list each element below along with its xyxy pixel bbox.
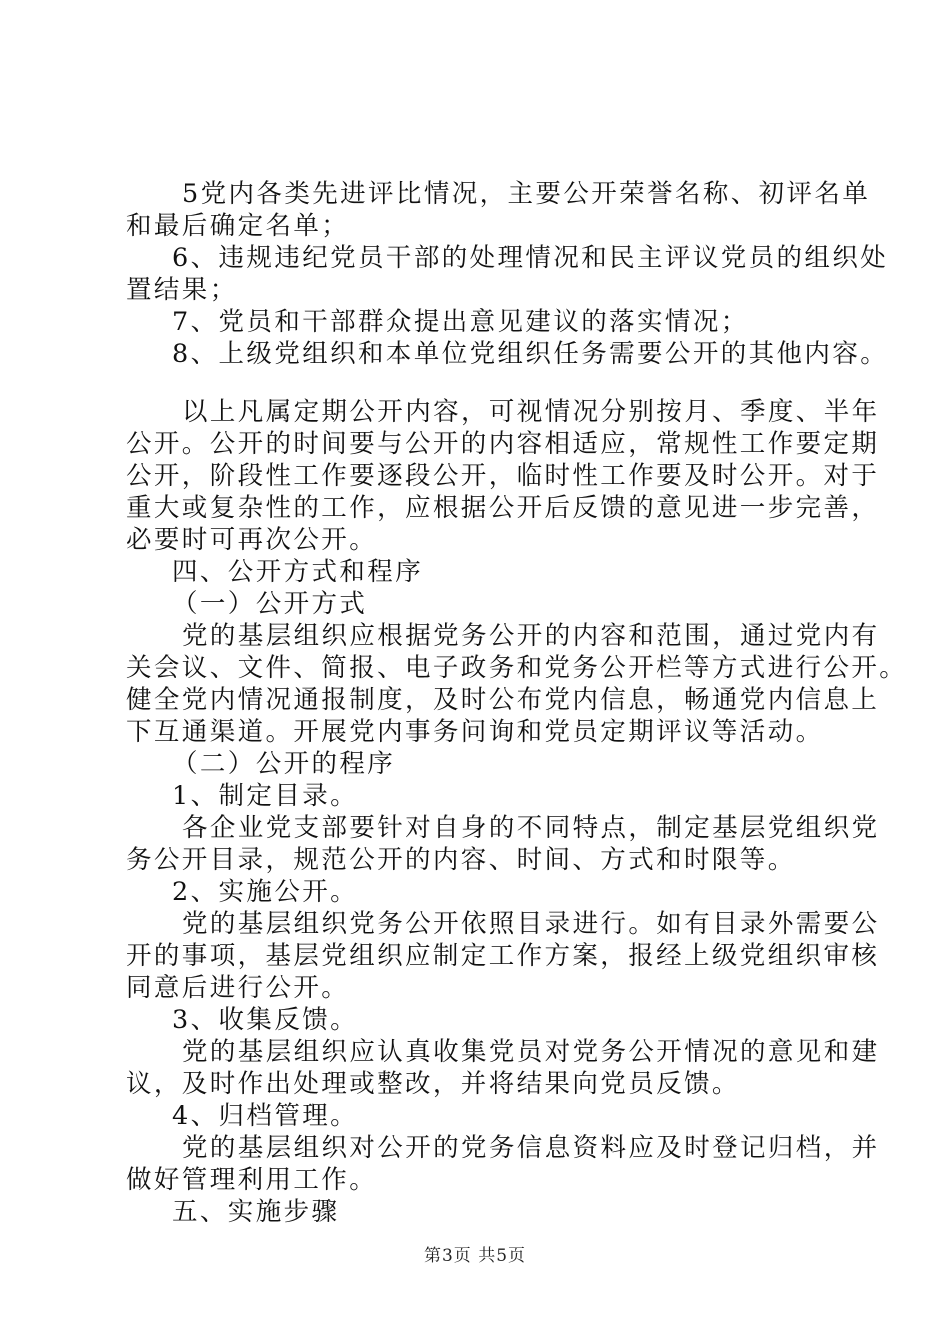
section-heading: 四、公开方式和程序 [172, 557, 424, 587]
page-number: 第3页 共5页 [423, 1246, 527, 1266]
subsection-heading: （二）公开的程序 [172, 749, 396, 779]
step-heading: 2、实施公开。 [172, 877, 359, 907]
subsection-heading: （一）公开方式 [172, 589, 368, 619]
paragraph-line: 同意后进行公开。 [126, 973, 350, 1003]
paragraph-line: 必要时可再次公开。 [126, 525, 378, 555]
section-heading: 五、实施步骤 [172, 1197, 340, 1227]
step-heading: 1、制定目录。 [172, 781, 359, 811]
paragraph-line: 6、违规违纪党员干部的处理情况和民主评议党员的组织处 [172, 243, 889, 273]
paragraph-line: 党的基层组织应认真收集党员对党务公开情况的意见和建 [182, 1037, 880, 1067]
paragraph-line: 8、上级党组织和本单位党组织任务需要公开的其他内容。 [172, 339, 889, 369]
paragraph-line: 议，及时作出处理或整改，并将结果向党员反馈。 [126, 1069, 740, 1099]
paragraph-line: 各企业党支部要针对自身的不同特点，制定基层党组织党 [182, 813, 880, 843]
paragraph-line: 下互通渠道。开展党内事务问询和党员定期评议等活动。 [126, 717, 824, 747]
paragraph-line: 党的基层组织党务公开依照目录进行。如有目录外需要公 [182, 909, 880, 939]
paragraph-line: 健全党内情况通报制度，及时公布党内信息，畅通党内信息上 [126, 685, 880, 715]
paragraph-line: 7、党员和干部群众提出意见建议的落实情况； [172, 307, 749, 337]
step-heading: 3、收集反馈。 [172, 1005, 359, 1035]
paragraph-line: 党的基层组织应根据党务公开的内容和范围，通过党内有 [182, 621, 880, 651]
paragraph-line: 关会议、文件、简报、电子政务和党务公开栏等方式进行公开。 [126, 653, 908, 683]
paragraph-line: 以上凡属定期公开内容，可视情况分别按月、季度、半年 [182, 397, 880, 427]
step-heading: 4、归档管理。 [172, 1101, 359, 1131]
paragraph-line: 公开，阶段性工作要逐段公开，临时性工作要及时公开。对于 [126, 461, 880, 491]
paragraph-line: 置结果； [126, 275, 238, 305]
paragraph-line: 党的基层组织对公开的党务信息资料应及时登记归档，并 [182, 1133, 880, 1163]
paragraph-line: 重大或复杂性的工作，应根据公开后反馈的意见进一步完善， [126, 493, 880, 523]
paragraph-line: 和最后确定名单； [126, 211, 350, 241]
paragraph-line: 务公开目录，规范公开的内容、时间、方式和时限等。 [126, 845, 796, 875]
paragraph-line: 公开。公开的时间要与公开的内容相适应，常规性工作要定期 [126, 429, 880, 459]
paragraph-line: 5党内各类先进评比情况，主要公开荣誉名称、初评名单 [182, 179, 871, 209]
paragraph-line: 做好管理利用工作。 [126, 1165, 378, 1195]
paragraph-line: 开的事项，基层党组织应制定工作方案，报经上级党组织审核 [126, 941, 880, 971]
